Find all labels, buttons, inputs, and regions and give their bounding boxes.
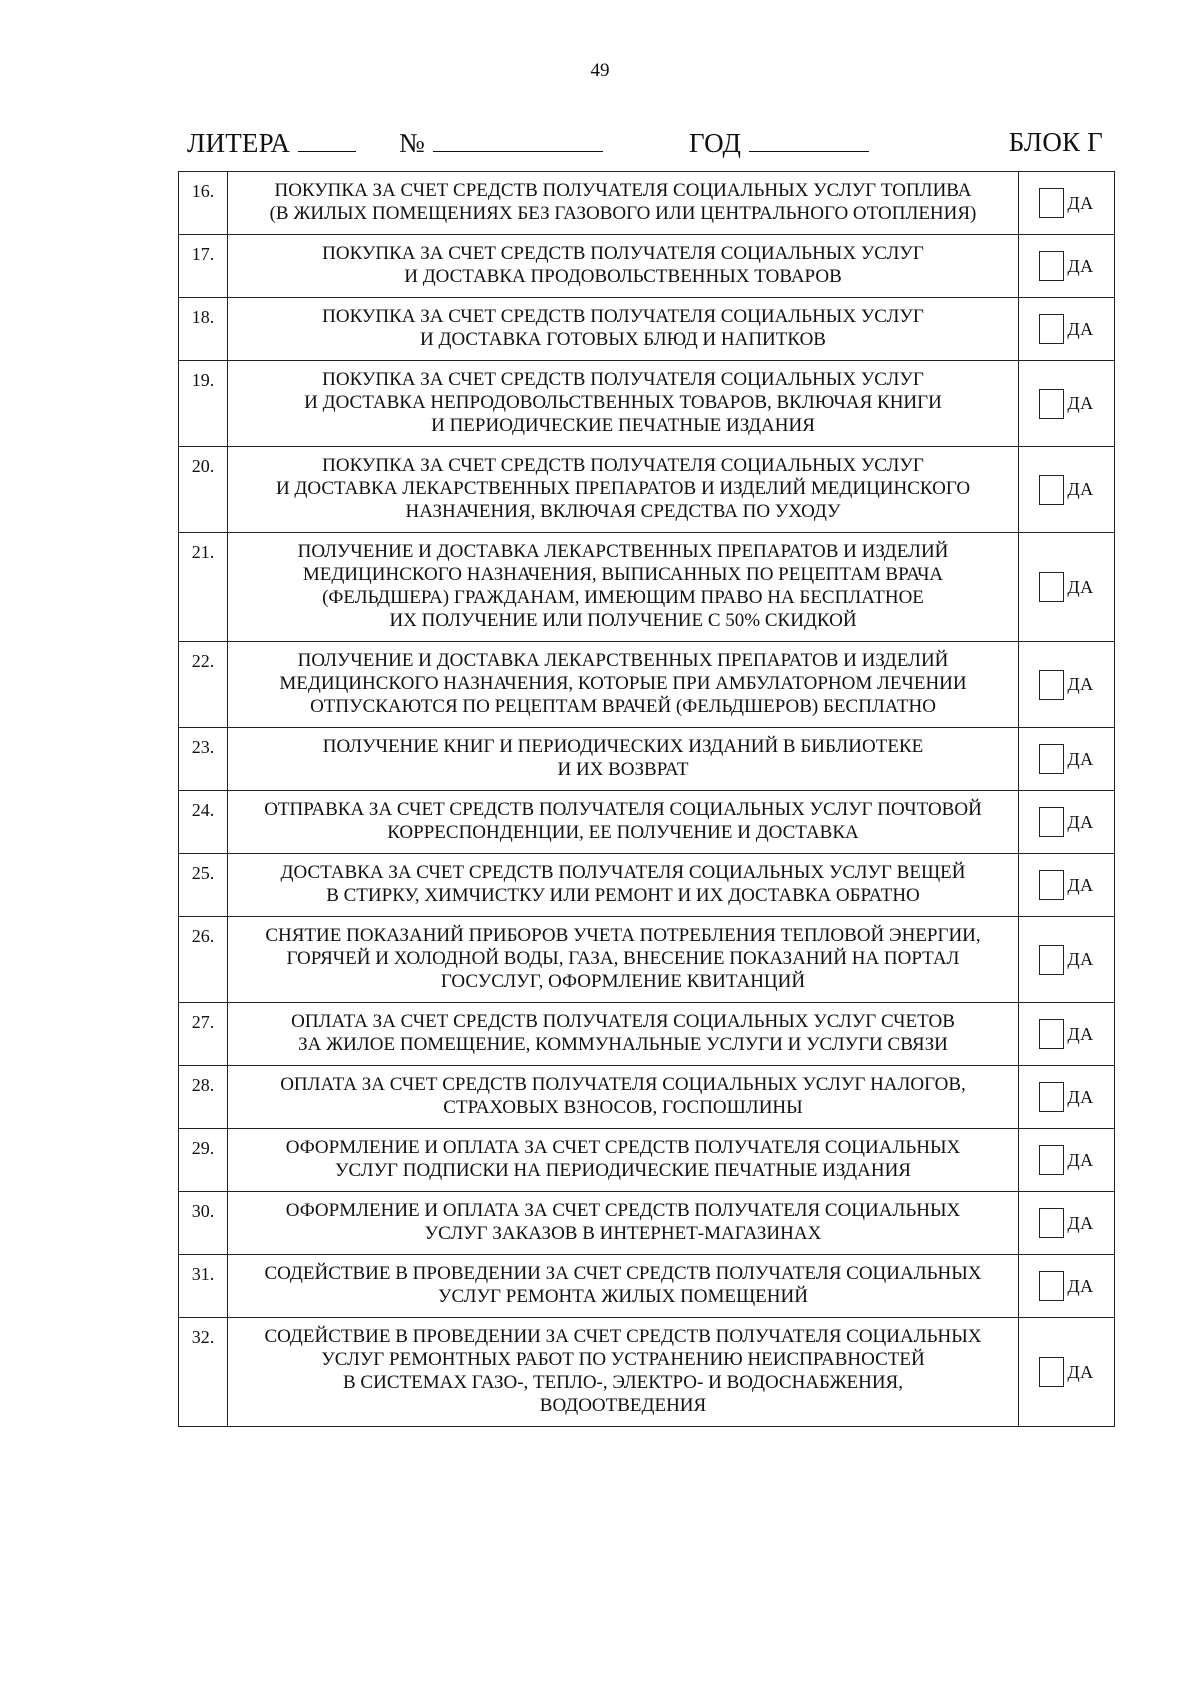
description-line: В СТИРКУ, ХИМЧИСТКУ ИЛИ РЕМОНТ И ИХ ДОСТАВКА ОБРАТНО <box>326 885 920 906</box>
table-row <box>179 791 1115 854</box>
description-line: В СИСТЕМАХ ГАЗО-, ТЕПЛО-, ЭЛЕКТРО- И ВОДОСНАБЖЕНИЯ, <box>343 1372 903 1393</box>
table-row <box>179 235 1115 298</box>
litera-label: ЛИТЕРА <box>187 128 291 158</box>
table-row <box>179 854 1115 917</box>
description-line: МЕДИЦИНСКОГО НАЗНАЧЕНИЯ, КОТОРЫЕ ПРИ АМБУЛАТОРНОМ ЛЕЧЕНИИ <box>279 673 967 694</box>
table-row <box>179 361 1115 447</box>
yes-checkbox[interactable] <box>1039 1145 1064 1175</box>
service-description <box>228 361 1019 447</box>
yes-option <box>1019 1357 1114 1387</box>
checkbox-cell <box>1019 917 1115 1003</box>
description-line: И ПЕРИОДИЧЕСКИЕ ПЕЧАТНЫЕ ИЗДАНИЯ <box>431 415 815 436</box>
description-line: НАЗНАЧЕНИЯ, ВКЛЮЧАЯ СРЕДСТВА ПО УХОДУ <box>405 501 841 522</box>
yes-label: ДА <box>1067 1023 1094 1044</box>
description-line: ПОКУПКА ЗА СЧЕТ СРЕДСТВ ПОЛУЧАТЕЛЯ СОЦИАЛЬНЫХ УСЛУГ <box>322 243 924 264</box>
yes-label: ДА <box>1067 1212 1094 1233</box>
checkbox-cell <box>1019 1003 1115 1066</box>
yes-checkbox[interactable] <box>1039 1357 1064 1387</box>
yes-label: ДА <box>1067 674 1094 694</box>
description-line: ОТПРАВКА ЗА СЧЕТ СРЕДСТВ ПОЛУЧАТЕЛЯ СОЦИАЛЬНЫХ УСЛУГ ПОЧТОВОЙ <box>264 799 982 820</box>
yes-label: ДА <box>1067 318 1094 339</box>
yes-option <box>1019 945 1114 975</box>
yes-checkbox[interactable] <box>1039 1208 1064 1238</box>
yes-label: ДА <box>1067 811 1094 832</box>
yes-checkbox[interactable] <box>1039 1082 1064 1112</box>
services-table <box>178 171 1115 1427</box>
description-line: СТРАХОВЫХ ВЗНОСОВ, ГОСПОШЛИНЫ <box>443 1097 803 1118</box>
service-description <box>228 791 1019 854</box>
table-row <box>179 917 1115 1003</box>
year-label: ГОД <box>689 128 742 158</box>
table-row <box>179 1129 1115 1192</box>
row-number: 29. <box>179 1129 228 1192</box>
description-line: ГОСУСЛУГ, ОФОРМЛЕНИЕ КВИТАНЦИЙ <box>440 971 806 992</box>
service-description <box>228 854 1019 917</box>
description-line: СНЯТИЕ ПОКАЗАНИЙ ПРИБОРОВ УЧЕТА ПОТРЕБЛЕНИЯ ТЕПЛОВОЙ ЭНЕРГИИ, <box>265 925 981 946</box>
yes-label: ДА <box>1067 748 1094 769</box>
description-line: (В ЖИЛЫХ ПОМЕЩЕНИЯХ БЕЗ ГАЗОВОГО ИЛИ ЦЕНТРАЛЬНОГО ОТОПЛЕНИЯ) <box>269 203 977 224</box>
description-line: ЗА ЖИЛОЕ ПОМЕЩЕНИЕ, КОММУНАЛЬНЫЕ УСЛУГИ И УСЛУГИ СВЯЗИ <box>298 1034 948 1055</box>
description-line: ПОКУПКА ЗА СЧЕТ СРЕДСТВ ПОЛУЧАТЕЛЯ СОЦИАЛЬНЫХ УСЛУГ <box>322 455 924 476</box>
description-line: ГОРЯЧЕЙ И ХОЛОДНОЙ ВОДЫ, ГАЗА, ВНЕСЕНИЕ ПОКАЗАНИЙ НА ПОРТАЛ <box>286 948 960 969</box>
row-number: 30. <box>179 1192 228 1255</box>
yes-option <box>1019 1208 1114 1238</box>
yes-label: ДА <box>1067 949 1094 969</box>
number-field <box>399 127 603 159</box>
description-line: КОРРЕСПОНДЕНЦИИ, ЕЕ ПОЛУЧЕНИЕ И ДОСТАВКА <box>387 822 859 843</box>
description-line: ОПЛАТА ЗА СЧЕТ СРЕДСТВ ПОЛУЧАТЕЛЯ СОЦИАЛЬНЫХ УСЛУГ НАЛОГОВ, <box>280 1074 966 1095</box>
description-line: УСЛУГ ПОДПИСКИ НА ПЕРИОДИЧЕСКИЕ ПЕЧАТНЫЕ ИЗДАНИЯ <box>335 1160 911 1181</box>
description-line: МЕДИЦИНСКОГО НАЗНАЧЕНИЯ, ВЫПИСАННЫХ ПО РЕЦЕПТАМ ВРАЧА <box>302 564 944 585</box>
row-number: 21. <box>179 533 228 642</box>
description-line: ПОКУПКА ЗА СЧЕТ СРЕДСТВ ПОЛУЧАТЕЛЯ СОЦИАЛЬНЫХ УСЛУГ ТОПЛИВА <box>274 180 972 201</box>
yes-checkbox[interactable] <box>1039 572 1064 602</box>
row-number: 18. <box>179 298 228 361</box>
service-description <box>228 917 1019 1003</box>
yes-checkbox[interactable] <box>1039 945 1064 975</box>
checkbox-cell <box>1019 172 1115 235</box>
checkbox-cell <box>1019 235 1115 298</box>
yes-label: ДА <box>1067 1361 1094 1382</box>
yes-checkbox[interactable] <box>1039 475 1064 505</box>
row-number: 27. <box>179 1003 228 1066</box>
checkbox-cell <box>1019 1318 1115 1427</box>
table-row <box>179 1318 1115 1427</box>
description-line: ОТПУСКАЮТСЯ ПО РЕЦЕПТАМ ВРАЧЕЙ (ФЕЛЬДШЕРОВ) БЕСПЛАТНО <box>310 696 936 717</box>
yes-option <box>1019 475 1114 505</box>
row-number: 26. <box>179 917 228 1003</box>
service-description <box>228 1003 1019 1066</box>
checkbox-cell <box>1019 854 1115 917</box>
page-number: 49 <box>590 60 610 81</box>
yes-option <box>1019 870 1114 900</box>
table-row <box>179 172 1115 235</box>
table-row <box>179 642 1115 728</box>
checkbox-cell <box>1019 1066 1115 1129</box>
yes-label: ДА <box>1067 479 1094 499</box>
yes-option <box>1019 807 1114 837</box>
row-number: 31. <box>179 1255 228 1318</box>
description-line: СОДЕЙСТВИЕ В ПРОВЕДЕНИИ ЗА СЧЕТ СРЕДСТВ ПОЛУЧАТЕЛЯ СОЦИАЛЬНЫХ <box>264 1326 982 1347</box>
number-label: № <box>399 128 425 158</box>
row-number: 32. <box>179 1318 228 1427</box>
service-description <box>228 533 1019 642</box>
yes-checkbox[interactable] <box>1039 807 1064 837</box>
description-line: ИХ ПОЛУЧЕНИЕ ИЛИ ПОЛУЧЕНИЕ С 50% СКИДКОЙ <box>389 610 857 631</box>
row-number: 16. <box>179 172 228 235</box>
service-description <box>228 642 1019 728</box>
checkbox-cell <box>1019 361 1115 447</box>
yes-checkbox[interactable] <box>1039 670 1064 700</box>
service-description <box>228 1192 1019 1255</box>
checkbox-cell <box>1019 447 1115 533</box>
description-line: (ФЕЛЬДШЕРА) ГРАЖДАНАМ, ИМЕЮЩИМ ПРАВО НА БЕСПЛАТНОЕ <box>322 587 924 608</box>
yes-option <box>1019 1019 1114 1049</box>
table-row <box>179 447 1115 533</box>
checkbox-cell <box>1019 1129 1115 1192</box>
description-line: УСЛУГ РЕМОНТА ЖИЛЫХ ПОМЕЩЕНИЙ <box>438 1286 808 1307</box>
checkbox-cell <box>1019 533 1115 642</box>
row-number: 23. <box>179 728 228 791</box>
description-line: И ДОСТАВКА ЛЕКАРСТВЕННЫХ ПРЕПАРАТОВ И ИЗДЕЛИЙ МЕДИЦИНСКОГО <box>275 478 971 499</box>
yes-label: ДА <box>1067 1086 1094 1107</box>
year-input-line[interactable] <box>749 127 869 152</box>
table-row <box>179 1255 1115 1318</box>
yes-checkbox[interactable] <box>1039 744 1064 774</box>
service-description <box>228 1318 1019 1427</box>
description-line: СОДЕЙСТВИЕ В ПРОВЕДЕНИИ ЗА СЧЕТ СРЕДСТВ ПОЛУЧАТЕЛЯ СОЦИАЛЬНЫХ <box>264 1263 982 1284</box>
yes-option <box>1019 188 1114 218</box>
row-number: 24. <box>179 791 228 854</box>
service-description <box>228 1255 1019 1318</box>
yes-option <box>1019 389 1114 419</box>
description-line: ВОДООТВЕДЕНИЯ <box>539 1395 707 1416</box>
description-line: ДОСТАВКА ЗА СЧЕТ СРЕДСТВ ПОЛУЧАТЕЛЯ СОЦИАЛЬНЫХ УСЛУГ ВЕЩЕЙ <box>280 862 966 883</box>
checkbox-cell <box>1019 728 1115 791</box>
service-description <box>228 298 1019 361</box>
yes-label: ДА <box>1067 1275 1094 1296</box>
yes-option <box>1019 314 1114 344</box>
yes-option <box>1019 251 1114 281</box>
yes-checkbox[interactable] <box>1039 188 1064 218</box>
litera-field <box>187 127 356 159</box>
description-line: ОФОРМЛЕНИЕ И ОПЛАТА ЗА СЧЕТ СРЕДСТВ ПОЛУЧАТЕЛЯ СОЦИАЛЬНЫХ <box>285 1137 961 1158</box>
table-row <box>179 1066 1115 1129</box>
form-header <box>187 127 1103 161</box>
description-line: И ИХ ВОЗВРАТ <box>557 759 689 780</box>
description-line: И ДОСТАВКА ГОТОВЫХ БЛЮД И НАПИТКОВ <box>420 329 826 350</box>
number-input-line[interactable] <box>433 127 603 152</box>
service-description <box>228 1066 1019 1129</box>
year-field <box>689 127 869 159</box>
checkbox-cell <box>1019 1255 1115 1318</box>
row-number: 25. <box>179 854 228 917</box>
yes-checkbox[interactable] <box>1039 314 1064 344</box>
block-label: БЛОК Г <box>1008 127 1103 157</box>
checkbox-cell <box>1019 1192 1115 1255</box>
yes-label: ДА <box>1067 255 1094 276</box>
row-number: 22. <box>179 642 228 728</box>
yes-option <box>1019 744 1114 774</box>
description-line: ПОКУПКА ЗА СЧЕТ СРЕДСТВ ПОЛУЧАТЕЛЯ СОЦИАЛЬНЫХ УСЛУГ <box>322 306 924 327</box>
description-line: ПОЛУЧЕНИЕ И ДОСТАВКА ЛЕКАРСТВЕННЫХ ПРЕПАРАТОВ И ИЗДЕЛИЙ <box>297 541 949 562</box>
yes-label: ДА <box>1067 576 1094 597</box>
service-description <box>228 1129 1019 1192</box>
description-line: ПОКУПКА ЗА СЧЕТ СРЕДСТВ ПОЛУЧАТЕЛЯ СОЦИАЛЬНЫХ УСЛУГ <box>322 369 924 390</box>
checkbox-cell <box>1019 642 1115 728</box>
description-line: ПОЛУЧЕНИЕ КНИГ И ПЕРИОДИЧЕСКИХ ИЗДАНИЙ В БИБЛИОТЕКЕ <box>322 736 924 757</box>
description-line: УСЛУГ РЕМОНТНЫХ РАБОТ ПО УСТРАНЕНИЮ НЕИСПРАВНОСТЕЙ <box>321 1349 925 1370</box>
description-line: И ДОСТАВКА ПРОДОВОЛЬСТВЕННЫХ ТОВАРОВ <box>404 266 842 287</box>
yes-option <box>1019 1271 1114 1301</box>
yes-option <box>1019 1082 1114 1112</box>
yes-label: ДА <box>1067 393 1094 413</box>
checkbox-cell <box>1019 791 1115 854</box>
yes-label: ДА <box>1067 1149 1094 1170</box>
yes-checkbox[interactable] <box>1039 251 1064 281</box>
row-number: 28. <box>179 1066 228 1129</box>
yes-option <box>1019 1145 1114 1175</box>
table-row <box>179 1192 1115 1255</box>
yes-option <box>1019 670 1114 700</box>
table-row <box>179 533 1115 642</box>
description-line: ОФОРМЛЕНИЕ И ОПЛАТА ЗА СЧЕТ СРЕДСТВ ПОЛУЧАТЕЛЯ СОЦИАЛЬНЫХ <box>285 1200 961 1221</box>
service-description <box>228 447 1019 533</box>
table-row <box>179 298 1115 361</box>
yes-label: ДА <box>1067 192 1094 213</box>
row-number: 20. <box>179 447 228 533</box>
service-description <box>228 728 1019 791</box>
service-description <box>228 235 1019 298</box>
row-number: 19. <box>179 361 228 447</box>
litera-input-line[interactable] <box>298 127 356 152</box>
yes-checkbox[interactable] <box>1039 870 1064 900</box>
description-line: УСЛУГ ЗАКАЗОВ В ИНТЕРНЕТ-МАГАЗИНАХ <box>424 1223 822 1244</box>
table-row <box>179 1003 1115 1066</box>
yes-checkbox[interactable] <box>1039 1019 1064 1049</box>
services-table-body <box>179 172 1115 1427</box>
yes-checkbox[interactable] <box>1039 389 1064 419</box>
yes-option <box>1019 572 1114 602</box>
description-line: И ДОСТАВКА НЕПРОДОВОЛЬСТВЕННЫХ ТОВАРОВ, ВКЛЮЧАЯ КНИГИ <box>304 392 942 413</box>
description-line: ПОЛУЧЕНИЕ И ДОСТАВКА ЛЕКАРСТВЕННЫХ ПРЕПАРАТОВ И ИЗДЕЛИЙ <box>297 650 949 671</box>
row-number: 17. <box>179 235 228 298</box>
checkbox-cell <box>1019 298 1115 361</box>
yes-checkbox[interactable] <box>1039 1271 1064 1301</box>
yes-label: ДА <box>1067 874 1094 895</box>
description-line: ОПЛАТА ЗА СЧЕТ СРЕДСТВ ПОЛУЧАТЕЛЯ СОЦИАЛЬНЫХ УСЛУГ СЧЕТОВ <box>291 1011 955 1032</box>
service-description <box>228 172 1019 235</box>
table-row <box>179 728 1115 791</box>
